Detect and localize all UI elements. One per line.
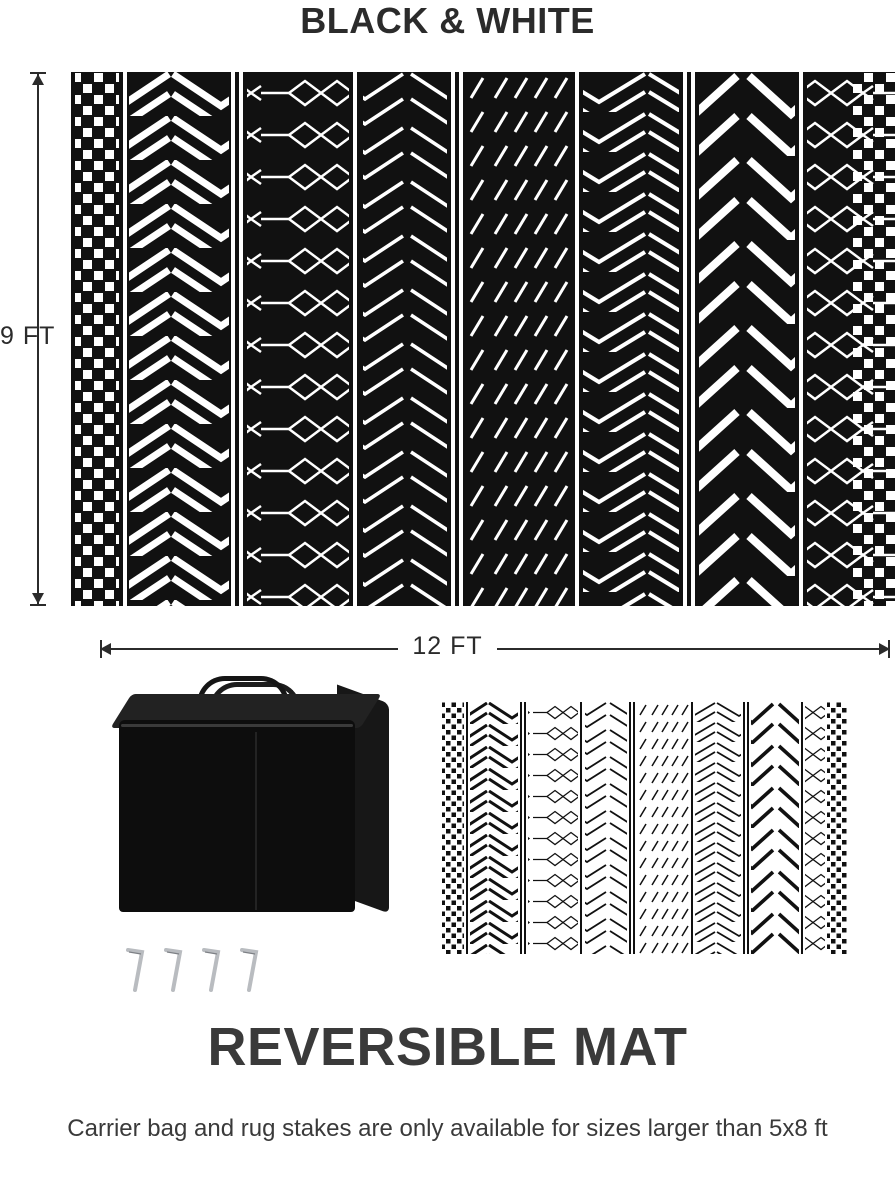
headline: REVERSIBLE MAT [207, 1017, 688, 1077]
stakes-icon [120, 946, 320, 994]
bag-front-panel [119, 720, 355, 912]
height-label: 9 FT [0, 322, 56, 350]
reverse-side-pattern [440, 702, 848, 954]
width-label-text: 12 FT [398, 632, 496, 660]
bag-seam [255, 732, 257, 910]
availability-note: Carrier bag and rug stakes are only available for sizes larger than 5x8 ft [67, 1115, 828, 1142]
rug-stakes [120, 946, 320, 994]
rug-top-side [71, 72, 895, 606]
height-bottom-cap [30, 604, 46, 606]
reverse-pattern-graphic [440, 702, 848, 954]
arrow-down-icon [32, 593, 44, 604]
width-label [0, 632, 895, 661]
bag-zipper [121, 724, 353, 727]
page-title: BLACK & WHITE [300, 0, 595, 41]
carrier-bag [105, 672, 385, 942]
arrow-up-icon [32, 74, 44, 85]
rug-pattern [71, 72, 895, 606]
